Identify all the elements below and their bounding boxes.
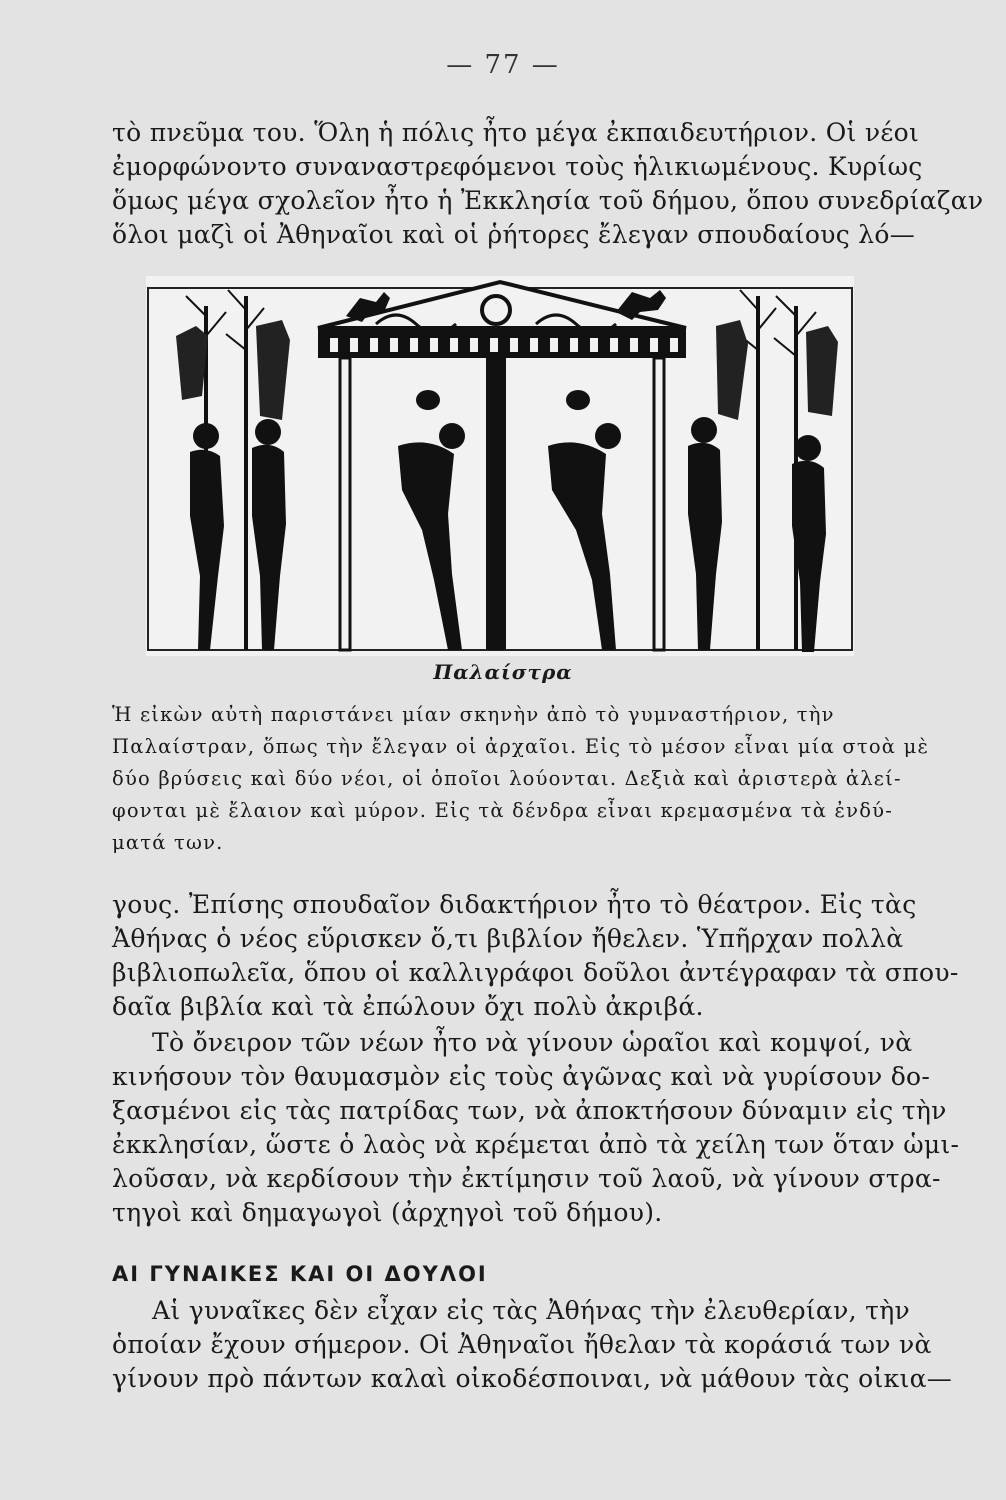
figure-caption-title: Παλαίστρα — [433, 660, 573, 684]
text-line: κινήσουν τὸν θαυμασμὸν εἰς τοὺς ἀγῶνας καὶ νὰ γυρίσουν δο- — [112, 1062, 931, 1091]
palaestra-illustration — [146, 276, 854, 656]
text-line: λοῦσαν, νὰ κερδίσουν τὴν ἐκτίμησιν τοῦ λαοῦ, νὰ γίνουν στρα- — [112, 1164, 941, 1193]
text-line: ἐκκλησίαν, ὥστε ὁ λαὸς νὰ κρέμεται ἀπὸ τὰ χείλη των ὅταν ὡμι- — [112, 1130, 960, 1159]
text-line: Τὸ ὄνειρον τῶν νέων ἦτο νὰ γίνουν ὡραῖοι καὶ κομψοί, νὰ — [152, 1028, 913, 1057]
page-number: — 77 — — [446, 50, 560, 80]
text-line: Αἱ γυναῖκες δὲν εἶχαν εἰς τὰς Ἀθήνας τὴν ἐλευθερίαν, τὴν — [152, 1296, 911, 1325]
text-line: τὸ πνεῦμα του. Ὅλη ἡ πόλις ἦτο μέγα ἐκπαιδευτήριον. Οἱ νέοι — [112, 118, 920, 147]
text-line: ὅλοι μαζὶ οἱ Ἀθηναῖοι καὶ οἱ ῥήτορες ἔλεγαν σπουδαίους λό— — [112, 220, 916, 249]
caption-line: Ἡ εἰκὼν αὐτὴ παριστάνει μίαν σκηνὴν ἀπὸ τὸ γυμναστήριον, τὴν — [112, 703, 835, 726]
caption-line: Παλαίστραν, ὅπως τὴν ἔλεγαν οἱ ἀρχαῖοι. Εἰς τὸ μέσον εἶναι μία στοὰ μὲ — [112, 735, 930, 758]
text-line: ὅμως μέγα σχολεῖον ἦτο ἡ Ἐκκλησία τοῦ δήμου, ὅπου συνεδρίαζαν — [112, 186, 984, 215]
text-line: γίνουν πρὸ πάντων καλαὶ οἰκοδέσποιναι, νὰ μάθουν τὰς οἰκια— — [112, 1364, 953, 1393]
text-line: Ἀθήνας ὁ νέος εὕρισκεν ὅ,τι βιβλίον ἤθελεν. Ὑπῆρχαν πολλὰ — [112, 924, 904, 953]
text-line: δαῖα βιβλία καὶ τὰ ἐπώλουν ὄχι πολὺ ἀκριβά. — [112, 992, 704, 1021]
section-heading: ΑΙ ΓΥΝΑΙΚΕΣ ΚΑΙ ΟΙ ΔΟΥΛΟΙ — [112, 1262, 488, 1286]
text-line: ὁποίαν ἔχουν σήμερον. Οἱ Ἀθηναῖοι ἤθελαν τὰ κοράσιά των νὰ — [112, 1330, 932, 1359]
text-line: ἐμορφώνοντο συναναστρεφόμενοι τοὺς ἡλικιωμένους. Κυρίως — [112, 152, 923, 181]
caption-line: δύο βρύσεις καὶ δύο νέοι, οἱ ὁποῖοι λούονται. Δεξιὰ καὶ ἀριστερὰ ἀλεί- — [112, 767, 902, 790]
text-line: ξασμένοι εἰς τὰς πατρίδας των, νὰ ἀποκτήσουν δύναμιν εἰς τὴν — [112, 1096, 947, 1125]
text-line: βιβλιοπωλεῖα, ὅπου οἱ καλλιγράφοι δοῦλοι ἀντέγραφαν τὰ σπου- — [112, 958, 959, 987]
text-line: τηγοὶ καὶ δημαγωγοὶ (ἀρχηγοὶ τοῦ δήμου). — [112, 1198, 663, 1227]
text-line: γους. Ἐπίσης σπουδαῖον διδακτήριον ἦτο τὸ θέατρον. Εἰς τὰς — [112, 890, 917, 919]
caption-line: φονται μὲ ἔλαιον καὶ μύρον. Εἰς τὰ δένδρα εἶναι κρεμασμένα τὰ ἐνδύ- — [112, 799, 893, 822]
caption-line: ματά των. — [112, 831, 224, 854]
